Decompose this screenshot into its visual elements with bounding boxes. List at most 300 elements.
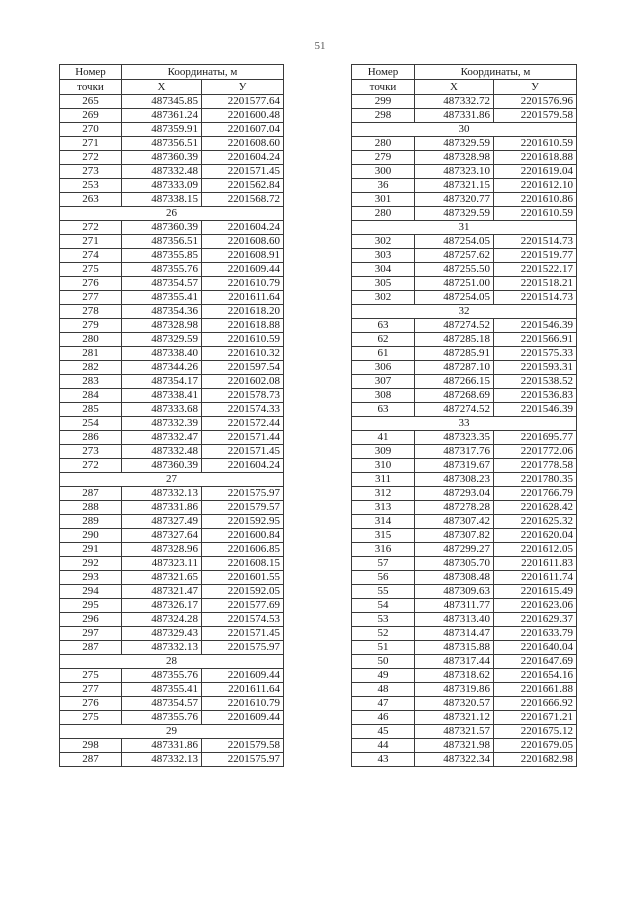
x-coordinate-cell: 487331.86	[415, 109, 494, 123]
coordinates-table-right	[351, 64, 577, 767]
section-number: 28	[60, 655, 284, 669]
table-row	[60, 599, 284, 613]
y-coordinate-cell: 2201654.16	[494, 669, 577, 683]
x-coordinate-cell: 487356.51	[122, 235, 202, 249]
point-number-cell: 276	[60, 697, 122, 711]
x-coordinate-cell: 487328.96	[122, 543, 202, 557]
x-coordinate-cell: 487320.57	[415, 697, 494, 711]
point-number-cell: 311	[352, 473, 415, 487]
y-coordinate-cell: 2201610.86	[494, 193, 577, 207]
table-body-left	[60, 95, 284, 767]
table-row	[60, 529, 284, 543]
y-coordinate-cell: 2201608.15	[202, 557, 284, 571]
table-row	[352, 529, 577, 543]
table-row	[352, 487, 577, 501]
point-number-cell: 293	[60, 571, 122, 585]
y-coordinate-cell: 2201593.31	[494, 361, 577, 375]
point-number-cell: 46	[352, 711, 415, 725]
x-coordinate-cell: 487321.98	[415, 739, 494, 753]
point-number-cell: 283	[60, 375, 122, 389]
table-row	[60, 515, 284, 529]
point-number-cell: 273	[60, 165, 122, 179]
x-coordinate-cell: 487354.17	[122, 375, 202, 389]
point-number-cell: 51	[352, 641, 415, 655]
x-coordinate-cell: 487319.67	[415, 459, 494, 473]
table-row	[352, 473, 577, 487]
y-coordinate-cell: 2201592.05	[202, 585, 284, 599]
y-coordinate-cell: 2201604.24	[202, 459, 284, 473]
x-coordinate-cell: 487308.23	[415, 473, 494, 487]
table-row	[60, 487, 284, 501]
table-row	[352, 711, 577, 725]
section-row	[352, 123, 577, 137]
x-coordinate-cell: 487355.76	[122, 711, 202, 725]
point-number-cell: 54	[352, 599, 415, 613]
y-coordinate-cell: 2201600.84	[202, 529, 284, 543]
point-number-cell: 284	[60, 389, 122, 403]
x-coordinate-cell: 487307.42	[415, 515, 494, 529]
point-number-header-line1: Номер	[367, 65, 399, 78]
x-coordinate-cell: 487328.98	[122, 319, 202, 333]
table-row	[60, 389, 284, 403]
table-row	[60, 123, 284, 137]
x-coordinate-cell: 487354.57	[122, 277, 202, 291]
point-number-cell: 62	[352, 333, 415, 347]
table-row	[60, 697, 284, 711]
table-row	[60, 249, 284, 263]
table-row	[60, 459, 284, 473]
section-row	[352, 221, 577, 235]
point-number-cell: 253	[60, 179, 122, 193]
x-coordinate-cell: 487254.05	[415, 291, 494, 305]
point-number-cell: 295	[60, 599, 122, 613]
section-row	[60, 207, 284, 221]
table-row	[352, 389, 577, 403]
point-number-cell: 308	[352, 389, 415, 403]
table-row	[60, 669, 284, 683]
y-coordinate-cell: 2201610.79	[202, 697, 284, 711]
point-number-cell: 290	[60, 529, 122, 543]
point-number-cell: 274	[60, 249, 122, 263]
y-coordinate-cell: 2201566.91	[494, 333, 577, 347]
y-coordinate-cell: 2201610.79	[202, 277, 284, 291]
point-number-cell: 299	[352, 95, 415, 109]
x-column-header: X	[122, 80, 202, 95]
x-coordinate-cell: 487344.26	[122, 361, 202, 375]
coordinates-header: Координаты, м	[415, 65, 577, 80]
y-coordinate-cell: 2201612.05	[494, 543, 577, 557]
table-row	[60, 291, 284, 305]
x-coordinate-cell: 487257.62	[415, 249, 494, 263]
point-number-cell: 56	[352, 571, 415, 585]
table-row	[352, 375, 577, 389]
x-coordinate-cell: 487332.72	[415, 95, 494, 109]
point-number-cell: 285	[60, 403, 122, 417]
y-coordinate-cell: 2201629.37	[494, 613, 577, 627]
section-row	[60, 473, 284, 487]
x-coordinate-cell: 487314.47	[415, 627, 494, 641]
table-row	[352, 543, 577, 557]
x-column-header: X	[415, 80, 494, 95]
table-row	[60, 193, 284, 207]
y-coordinate-cell: 2201546.39	[494, 319, 577, 333]
point-number-cell: 48	[352, 683, 415, 697]
x-coordinate-cell: 487321.47	[122, 585, 202, 599]
point-number-cell: 279	[352, 151, 415, 165]
table-row	[352, 641, 577, 655]
x-coordinate-cell: 487308.48	[415, 571, 494, 585]
x-coordinate-cell: 487360.39	[122, 221, 202, 235]
x-coordinate-cell: 487354.36	[122, 305, 202, 319]
section-number: 29	[60, 725, 284, 739]
y-coordinate-cell: 2201576.96	[494, 95, 577, 109]
table-row	[352, 753, 577, 767]
x-coordinate-cell: 487287.10	[415, 361, 494, 375]
table-row	[60, 235, 284, 249]
point-number-cell: 277	[60, 683, 122, 697]
point-number-cell: 36	[352, 179, 415, 193]
point-number-cell: 272	[60, 221, 122, 235]
point-number-cell: 298	[60, 739, 122, 753]
y-coordinate-cell: 2201575.97	[202, 641, 284, 655]
y-coordinate-cell: 2201538.52	[494, 375, 577, 389]
table-row	[352, 557, 577, 571]
x-coordinate-cell: 487309.63	[415, 585, 494, 599]
point-number-cell: 271	[60, 137, 122, 151]
table-row	[60, 641, 284, 655]
coordinates-table-left	[59, 64, 284, 767]
y-coordinate-cell: 2201623.06	[494, 599, 577, 613]
table-row	[352, 669, 577, 683]
table-row	[352, 697, 577, 711]
x-coordinate-cell: 487354.57	[122, 697, 202, 711]
table-row	[60, 375, 284, 389]
table-row	[352, 571, 577, 585]
table-row	[352, 179, 577, 193]
x-coordinate-cell: 487338.15	[122, 193, 202, 207]
y-coordinate-cell: 2201611.64	[202, 683, 284, 697]
table-row	[60, 557, 284, 571]
x-coordinate-cell: 487321.15	[415, 179, 494, 193]
point-number-cell: 297	[60, 627, 122, 641]
table-row	[60, 613, 284, 627]
x-coordinate-cell: 487332.13	[122, 753, 202, 767]
y-coordinate-cell: 2201610.59	[202, 333, 284, 347]
x-coordinate-cell: 487323.35	[415, 431, 494, 445]
table-row	[60, 151, 284, 165]
y-coordinate-cell: 2201608.60	[202, 137, 284, 151]
x-coordinate-cell: 487329.59	[415, 207, 494, 221]
x-coordinate-cell: 487355.41	[122, 683, 202, 697]
point-number-cell: 314	[352, 515, 415, 529]
point-number-cell: 270	[60, 123, 122, 137]
section-number: 26	[60, 207, 284, 221]
x-coordinate-cell: 487285.18	[415, 333, 494, 347]
y-coordinate-cell: 2201522.17	[494, 263, 577, 277]
x-coordinate-cell: 487329.59	[122, 333, 202, 347]
x-coordinate-cell: 487360.39	[122, 151, 202, 165]
y-coordinate-cell: 2201571.45	[202, 165, 284, 179]
table-row	[352, 333, 577, 347]
table-row	[60, 221, 284, 235]
point-number-cell: 300	[352, 165, 415, 179]
table-row	[60, 571, 284, 585]
x-coordinate-cell: 487274.52	[415, 319, 494, 333]
table-row	[60, 263, 284, 277]
y-coordinate-cell: 2201579.58	[494, 109, 577, 123]
x-coordinate-cell: 487360.39	[122, 459, 202, 473]
point-number-cell: 44	[352, 739, 415, 753]
x-coordinate-cell: 487332.48	[122, 165, 202, 179]
x-coordinate-cell: 487332.13	[122, 487, 202, 501]
table-row	[352, 235, 577, 249]
table-row	[60, 361, 284, 375]
y-coordinate-cell: 2201608.60	[202, 235, 284, 249]
y-coordinate-cell: 2201604.24	[202, 151, 284, 165]
x-coordinate-cell: 487321.65	[122, 571, 202, 585]
y-coordinate-cell: 2201611.64	[202, 291, 284, 305]
table-row	[352, 459, 577, 473]
x-coordinate-cell: 487361.24	[122, 109, 202, 123]
y-coordinate-cell: 2201611.74	[494, 571, 577, 585]
point-number-cell: 282	[60, 361, 122, 375]
point-number-cell: 287	[60, 753, 122, 767]
table-row	[60, 501, 284, 515]
x-coordinate-cell: 487327.49	[122, 515, 202, 529]
point-number-cell: 298	[352, 109, 415, 123]
table-row	[60, 711, 284, 725]
y-coordinate-cell: 2201568.72	[202, 193, 284, 207]
y-coordinate-cell: 2201602.08	[202, 375, 284, 389]
x-coordinate-cell: 487332.13	[122, 641, 202, 655]
y-coordinate-cell: 2201679.05	[494, 739, 577, 753]
x-coordinate-cell: 487324.28	[122, 613, 202, 627]
point-number-cell: 288	[60, 501, 122, 515]
y-coordinate-cell: 2201579.57	[202, 501, 284, 515]
y-coordinate-cell: 2201574.53	[202, 613, 284, 627]
y-coordinate-cell: 2201571.44	[202, 431, 284, 445]
x-coordinate-cell: 487331.86	[122, 739, 202, 753]
point-number-cell: 304	[352, 263, 415, 277]
x-coordinate-cell: 487317.76	[415, 445, 494, 459]
x-coordinate-cell: 487333.68	[122, 403, 202, 417]
table-row	[352, 655, 577, 669]
point-number-cell: 296	[60, 613, 122, 627]
y-coordinate-cell: 2201597.54	[202, 361, 284, 375]
table-row	[60, 109, 284, 123]
y-coordinate-cell: 2201600.48	[202, 109, 284, 123]
x-coordinate-cell: 487254.05	[415, 235, 494, 249]
table-row	[60, 445, 284, 459]
point-number-cell: 63	[352, 319, 415, 333]
y-coordinate-cell: 2201574.33	[202, 403, 284, 417]
y-coordinate-cell: 2201609.44	[202, 263, 284, 277]
point-number-cell: 272	[60, 459, 122, 473]
point-number-cell: 312	[352, 487, 415, 501]
point-number-cell: 292	[60, 557, 122, 571]
x-coordinate-cell: 487315.88	[415, 641, 494, 655]
x-coordinate-cell: 487320.77	[415, 193, 494, 207]
y-coordinate-cell: 2201633.79	[494, 627, 577, 641]
x-coordinate-cell: 487332.39	[122, 417, 202, 431]
point-number-header-line1: Номер	[75, 65, 106, 78]
point-number-cell: 55	[352, 585, 415, 599]
table-row	[60, 95, 284, 109]
y-coordinate-cell: 2201640.04	[494, 641, 577, 655]
x-coordinate-cell: 487329.59	[415, 137, 494, 151]
y-coordinate-cell: 2201647.69	[494, 655, 577, 669]
y-coordinate-cell: 2201575.97	[202, 487, 284, 501]
point-number-cell: 280	[352, 137, 415, 151]
x-coordinate-cell: 487338.40	[122, 347, 202, 361]
point-number-cell: 280	[60, 333, 122, 347]
section-row	[60, 725, 284, 739]
x-coordinate-cell: 487355.76	[122, 263, 202, 277]
point-number-cell: 279	[60, 319, 122, 333]
table-row	[352, 207, 577, 221]
table-row	[352, 599, 577, 613]
y-coordinate-cell: 2201628.42	[494, 501, 577, 515]
y-coordinate-cell: 2201611.83	[494, 557, 577, 571]
x-coordinate-cell: 487307.82	[415, 529, 494, 543]
x-coordinate-cell: 487355.85	[122, 249, 202, 263]
point-number-cell: 305	[352, 277, 415, 291]
y-coordinate-cell: 2201675.12	[494, 725, 577, 739]
x-coordinate-cell: 487318.62	[415, 669, 494, 683]
table-row	[60, 179, 284, 193]
table-row	[352, 249, 577, 263]
table-row	[352, 137, 577, 151]
y-coordinate-cell: 2201519.77	[494, 249, 577, 263]
y-coordinate-cell: 2201618.88	[202, 319, 284, 333]
x-coordinate-cell: 487323.10	[415, 165, 494, 179]
point-number-cell: 276	[60, 277, 122, 291]
point-number-cell: 50	[352, 655, 415, 669]
y-coordinate-cell: 2201536.83	[494, 389, 577, 403]
point-number-cell: 275	[60, 263, 122, 277]
table-row	[352, 585, 577, 599]
point-number-cell: 52	[352, 627, 415, 641]
x-coordinate-cell: 487332.48	[122, 445, 202, 459]
y-coordinate-cell: 2201514.73	[494, 291, 577, 305]
y-coordinate-cell: 2201666.92	[494, 697, 577, 711]
table-row	[352, 613, 577, 627]
page-number: 51	[314, 40, 326, 52]
y-coordinate-cell: 2201772.06	[494, 445, 577, 459]
x-coordinate-cell: 487285.91	[415, 347, 494, 361]
x-coordinate-cell: 487255.50	[415, 263, 494, 277]
point-number-cell: 286	[60, 431, 122, 445]
table-row	[352, 165, 577, 179]
y-coordinate-cell: 2201625.32	[494, 515, 577, 529]
y-coordinate-cell: 2201619.04	[494, 165, 577, 179]
point-number-cell: 61	[352, 347, 415, 361]
y-coordinate-cell: 2201661.88	[494, 683, 577, 697]
table-row	[60, 165, 284, 179]
y-coordinate-cell: 2201577.64	[202, 95, 284, 109]
y-column-header: У	[494, 80, 577, 95]
point-number-cell: 43	[352, 753, 415, 767]
y-coordinate-cell: 2201682.98	[494, 753, 577, 767]
table-row	[352, 291, 577, 305]
table-row	[60, 543, 284, 557]
x-coordinate-cell: 487323.11	[122, 557, 202, 571]
point-number-cell: 287	[60, 641, 122, 655]
point-number-cell: 278	[60, 305, 122, 319]
section-number: 30	[352, 123, 577, 137]
point-number-cell: 273	[60, 445, 122, 459]
y-coordinate-cell: 2201609.44	[202, 669, 284, 683]
y-coordinate-cell: 2201778.58	[494, 459, 577, 473]
point-number-cell: 302	[352, 291, 415, 305]
point-number-cell: 301	[352, 193, 415, 207]
x-coordinate-cell: 487356.51	[122, 137, 202, 151]
x-coordinate-cell: 487278.28	[415, 501, 494, 515]
y-coordinate-cell: 2201572.44	[202, 417, 284, 431]
point-number-cell: 263	[60, 193, 122, 207]
x-coordinate-cell: 487326.17	[122, 599, 202, 613]
x-coordinate-cell: 487274.52	[415, 403, 494, 417]
table-row	[352, 445, 577, 459]
point-number-cell: 45	[352, 725, 415, 739]
point-number-cell: 316	[352, 543, 415, 557]
point-number-cell: 272	[60, 151, 122, 165]
table-row	[60, 739, 284, 753]
y-coordinate-cell: 2201610.32	[202, 347, 284, 361]
x-coordinate-cell: 487322.34	[415, 753, 494, 767]
section-number: 33	[352, 417, 577, 431]
y-coordinate-cell: 2201780.35	[494, 473, 577, 487]
y-coordinate-cell: 2201695.77	[494, 431, 577, 445]
y-coordinate-cell: 2201607.04	[202, 123, 284, 137]
table-row	[352, 627, 577, 641]
point-number-cell: 269	[60, 109, 122, 123]
point-number-cell: 47	[352, 697, 415, 711]
y-coordinate-cell: 2201612.10	[494, 179, 577, 193]
point-number-cell: 289	[60, 515, 122, 529]
y-coordinate-cell: 2201546.39	[494, 403, 577, 417]
section-number: 27	[60, 473, 284, 487]
point-number-header	[60, 65, 122, 80]
table-row	[60, 277, 284, 291]
table-row	[352, 431, 577, 445]
x-coordinate-cell: 487311.77	[415, 599, 494, 613]
y-coordinate-cell: 2201618.88	[494, 151, 577, 165]
y-coordinate-cell: 2201671.21	[494, 711, 577, 725]
point-number-cell: 280	[352, 207, 415, 221]
y-coordinate-cell: 2201618.20	[202, 305, 284, 319]
point-number-cell: 309	[352, 445, 415, 459]
point-number-cell: 265	[60, 95, 122, 109]
x-coordinate-cell: 487299.27	[415, 543, 494, 557]
table-row	[352, 263, 577, 277]
table-row	[60, 137, 284, 151]
x-coordinate-cell: 487317.44	[415, 655, 494, 669]
point-number-header-line2: точки	[352, 80, 415, 95]
x-coordinate-cell: 487333.09	[122, 179, 202, 193]
table-row	[352, 193, 577, 207]
table-row	[60, 403, 284, 417]
x-coordinate-cell: 487345.85	[122, 95, 202, 109]
x-coordinate-cell: 487329.43	[122, 627, 202, 641]
x-coordinate-cell: 487321.57	[415, 725, 494, 739]
y-coordinate-cell: 2201577.69	[202, 599, 284, 613]
table-row	[60, 431, 284, 445]
point-number-cell: 49	[352, 669, 415, 683]
y-coordinate-cell: 2201562.84	[202, 179, 284, 193]
point-number-cell: 315	[352, 529, 415, 543]
table-row	[352, 319, 577, 333]
